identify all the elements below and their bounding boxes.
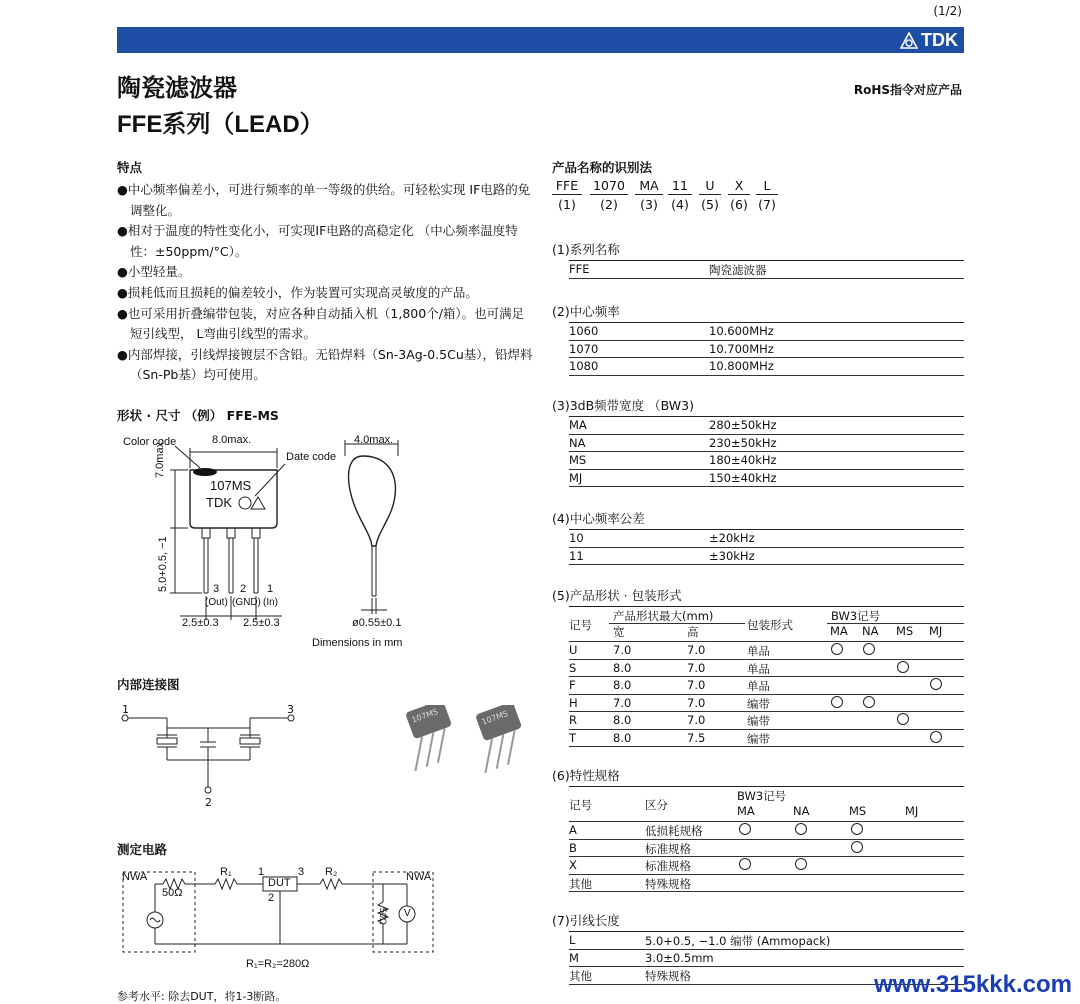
table-row: MJ 150±40kHz [569, 470, 964, 488]
table-row: U 7.0 7.0 单品 [569, 642, 964, 660]
table-row: 其他 特殊规格 [569, 967, 964, 985]
table-row: R 8.0 7.0 编带 [569, 712, 964, 730]
height-dimension: 7.0max. [154, 438, 166, 478]
thickness-dimension: 4.0max. [354, 434, 394, 446]
naming-code-2: 1070 [593, 178, 625, 193]
in-label: (In) [263, 597, 278, 608]
mark-circle [930, 731, 942, 743]
tdk-logo [900, 30, 958, 51]
svg-text:107MS: 107MS [480, 709, 510, 727]
col-height: 高 [687, 625, 699, 639]
naming-num-1: (1) [558, 197, 576, 212]
table-row: 1080 10.800MHz [569, 358, 964, 376]
out-label: (Out) [205, 597, 228, 608]
dut-pin-2: 2 [268, 892, 275, 904]
mark-circle [739, 823, 751, 835]
feature-item: ●中心频率偏差小，可进行频率的单一等级的供给。可轻松实现 IF电路的免调整化。 [117, 182, 531, 218]
dimension-unit: Dimensions in mm [312, 637, 403, 649]
page-number: (1/2) [933, 4, 962, 18]
tolerance-heading: (4)中心频率公差 [552, 511, 645, 526]
pin-1-label: 1 [267, 583, 274, 595]
table-row: X 标准规格 [569, 857, 964, 875]
mark-circle [863, 696, 875, 708]
table-row: A 低损耗规格 [569, 822, 964, 840]
package-table: (5)产品形状 · 包装形式 记号 产品形状最大(mm) 宽 高 包装形式 BW3记号 MA NA MS MJ U 7.0 7.0 单品 S 8.0 7.0 单品 F 8.0 7.0 单品 H 7.0 7.0 编带 R 8.0 7.0 编带 T 8.0 7.5 编带 [552, 586, 964, 747]
naming-code-1: FFE [555, 178, 579, 193]
mark-circle [851, 841, 863, 853]
internal-pin-1: 1 [122, 703, 129, 716]
table-row: F 8.0 7.0 单品 [569, 677, 964, 695]
marking-line1: 107MS [210, 478, 252, 493]
mark-circle [795, 823, 807, 835]
internal-heading: 内部连接图 [117, 677, 180, 692]
resistor-equation: R₁=R₂=280Ω [246, 958, 310, 970]
mark-circle [831, 643, 843, 655]
pin-2-label: 2 [240, 583, 247, 595]
mark-circle [831, 696, 843, 708]
voltmeter-label: V [404, 908, 411, 919]
naming-code [552, 178, 782, 218]
table-row: 1070 10.700MHz [569, 341, 964, 359]
col-bw3: BW3记号 [831, 609, 881, 623]
rohs-label: RoHS指令对应产品 [853, 83, 962, 97]
mark-circle [863, 643, 875, 655]
package-heading: (5)产品形状 · 包装形式 [552, 588, 682, 603]
naming-heading: 产品名称的识别法 [552, 160, 653, 175]
dut-pin-3: 3 [298, 866, 305, 878]
feature-item: ●小型轻量。 [117, 264, 191, 280]
naming-num-6: (6) [730, 197, 748, 212]
nwa-right: NWA [406, 871, 432, 883]
tolerance-table [552, 509, 964, 565]
mark-circle [897, 661, 909, 673]
width-dimension: 8.0max. [212, 434, 252, 446]
table-row: 10 ±20kHz [569, 530, 964, 548]
spec-table: (6)特性规格 记号 区分 BW3记号 MA NA MS MJ A 低损耗规格 B 标准规格 X 标准规格 其他 特殊规格 [552, 766, 964, 892]
tdk-emblem-icon [900, 32, 918, 50]
svg-text:107MS: 107MS [410, 707, 440, 725]
features-heading: 特点 [117, 160, 143, 175]
spec-rows [569, 821, 964, 892]
mark-circle [739, 858, 751, 870]
naming-code-6: X [734, 178, 744, 193]
pitch-1: 2.5±0.3 [182, 617, 219, 629]
naming-num-5: (5) [701, 197, 719, 212]
table-row: FFE 陶瓷滤波器 [569, 261, 964, 279]
table-row: T 8.0 7.5 编带 [569, 730, 964, 748]
features-list [117, 180, 535, 386]
table-row: L 5.0+0.5, −1.0 编带 (Ammopack) [569, 932, 964, 950]
series-title: FFE系列（LEAD） [117, 111, 324, 138]
brand-text: TDK [921, 30, 958, 50]
naming-code-7: L [763, 178, 771, 193]
measure-note: 参考水平: 除去DUT，将1-3断路。 [117, 990, 287, 1003]
internal-connection-diagram [115, 700, 305, 810]
table-row: MA 280±50kHz [569, 417, 964, 435]
marking-line2: TDK [206, 495, 232, 510]
resistor-50-left: 50Ω [162, 887, 183, 899]
naming-num-3: (3) [640, 197, 658, 212]
feature-item: ●损耗低而且损耗的偏差较小，作为装置可实现高灵敏度的产品。 [117, 284, 478, 300]
table-row: 其他 特殊规格 [569, 875, 964, 893]
col-code: 记号 [569, 618, 592, 632]
naming-code-4: 11 [672, 178, 688, 193]
naming-num-7: (7) [758, 197, 776, 212]
col-size: 产品形状最大(mm) [613, 609, 714, 623]
naming-code-3: MA [639, 178, 659, 193]
internal-pin-2: 2 [205, 796, 212, 809]
date-code-label: Date code [286, 451, 337, 463]
table-row: B 标准规格 [569, 840, 964, 858]
feature-item: ●内部焊接，引线焊接镀层不含铅。无铅焊料（Sn-3Ag-0.5Cu基），铅焊料 （Sn-Pb基）均可使用。 [117, 346, 533, 383]
table-row: MS 180±40kHz [569, 452, 964, 470]
shape-heading: 形状 · 尺寸 （例） FFE-MS [117, 408, 279, 423]
lead-diameter: ø0.55±0.1 [352, 617, 402, 629]
internal-pin-3: 3 [287, 703, 294, 716]
series-table [552, 240, 964, 279]
resistor-r2: R₂ [325, 866, 338, 878]
spec-heading: (6)特性规格 [552, 768, 620, 783]
resistor-50-right: 50Ω [378, 908, 388, 925]
dut-label: DUT [268, 877, 291, 889]
series-heading: (1)系列名称 [552, 242, 620, 257]
freq-heading: (2)中心频率 [552, 304, 620, 319]
table-row: H 7.0 7.0 编带 [569, 695, 964, 713]
mark-circle [851, 823, 863, 835]
gnd-label: (GND) [232, 597, 261, 608]
package-rows [569, 641, 964, 747]
resistor-r1: R₁ [220, 866, 232, 878]
bandwidth-table [552, 396, 964, 487]
mark-circle [897, 713, 909, 725]
measure-heading: 测定电路 [117, 842, 168, 857]
table-row: S 8.0 7.0 单品 [569, 660, 964, 678]
lead-length-heading: (7)引线长度 [552, 913, 620, 928]
product-photo [370, 705, 530, 775]
pitch-2: 2.5±0.3 [243, 617, 280, 629]
table-row: M 3.0±0.5mm [569, 950, 964, 968]
mark-circle [795, 858, 807, 870]
col-pack: 包装形式 [747, 618, 793, 632]
col-width: 宽 [613, 625, 625, 639]
page-title: 陶瓷滤波器 [117, 74, 237, 102]
naming-num-4: (4) [671, 197, 689, 212]
watermark: www.315kkk.com [874, 971, 1072, 998]
naming-num-2: (2) [600, 197, 618, 212]
header-bar [117, 27, 964, 53]
naming-code-5: U [705, 178, 715, 193]
mark-circle [930, 678, 942, 690]
pin-3-label: 3 [213, 583, 220, 595]
table-row: NA 230±50kHz [569, 435, 964, 453]
feature-item: ●相对于温度的特性变化小，可实现IF电路的高稳定化 （中心频率温度特性：±50ppm/°C）。 [117, 223, 518, 259]
freq-table [552, 302, 964, 376]
feature-item: ●也可采用折叠编带包装，对应各种自动插入机（1,800个/箱）。也可满足短引线型， L弯曲引线型的需求。 [117, 305, 525, 342]
bandwidth-heading: (3)3dB频带宽度 （BW3) [552, 398, 694, 413]
table-row: 1060 10.600MHz [569, 323, 964, 341]
lead-length-dimension: 5.0+0.5, −1 [157, 536, 169, 592]
color-code-label: Color code [123, 436, 177, 448]
table-row: 11 ±30kHz [569, 548, 964, 566]
dut-pin-1: 1 [258, 866, 265, 878]
nwa-left: NWA [122, 871, 148, 883]
